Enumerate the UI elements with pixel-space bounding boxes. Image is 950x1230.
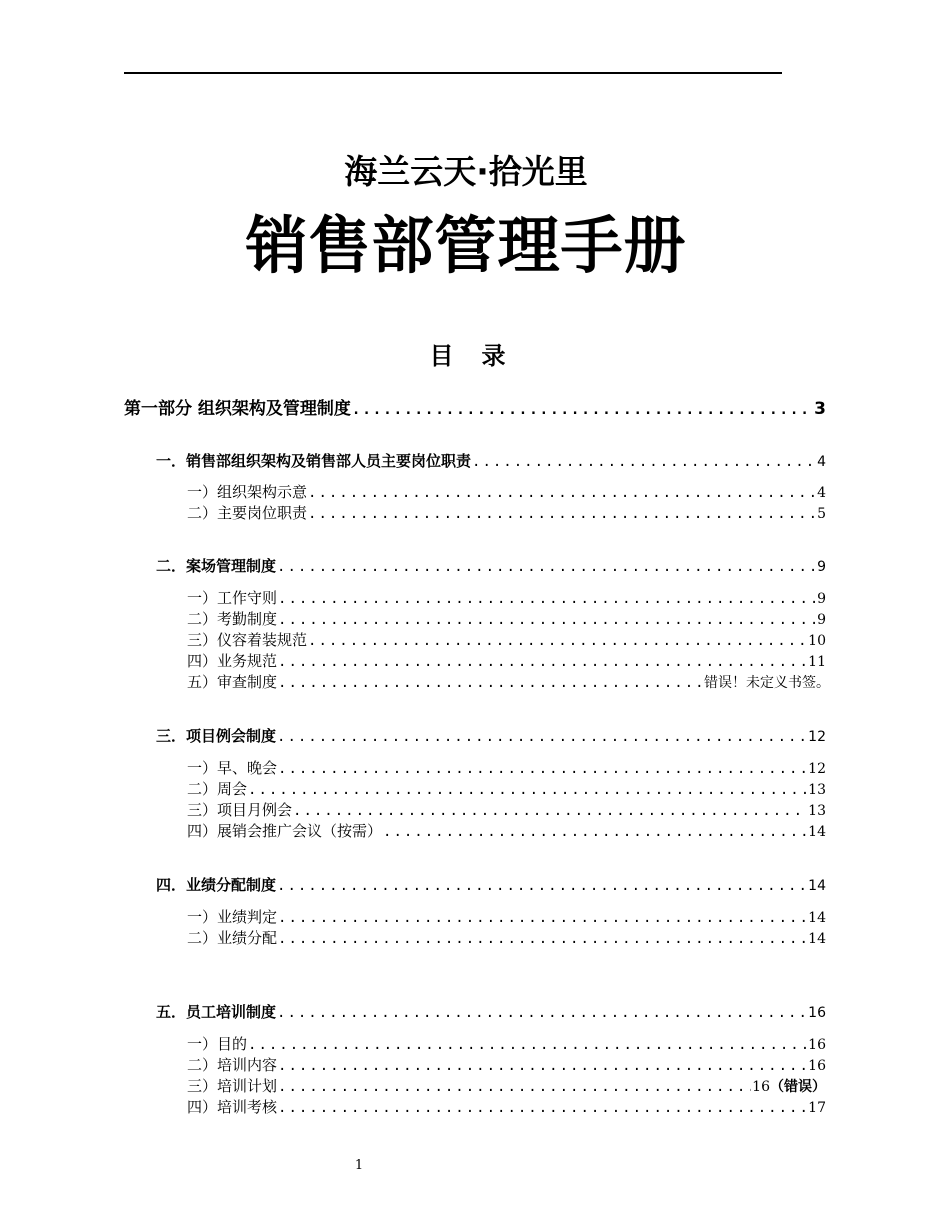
- toc-entry-page: 14: [808, 931, 826, 947]
- toc-entry-page: 16: [752, 1079, 770, 1095]
- toc-entry-page: 9: [817, 559, 826, 575]
- toc-leader: [248, 1037, 807, 1053]
- document-title: 销售部管理手册: [245, 209, 687, 282]
- toc-entry-label: 一）目的: [187, 1035, 248, 1053]
- toc-entry-label: 二）培训内容: [187, 1056, 278, 1074]
- toc-leader: [383, 824, 807, 840]
- toc-leader: [278, 910, 807, 926]
- toc-leader: [278, 591, 816, 607]
- toc-leader: [308, 633, 807, 649]
- toc-heading-char-1: 目: [429, 342, 454, 370]
- toc-leader: [278, 1079, 751, 1095]
- toc-entry-label: 二）周会: [187, 780, 248, 798]
- toc-entry-page: 17: [808, 1100, 826, 1116]
- toc-entry-2-4[interactable]: [187, 650, 826, 671]
- toc-entry-page: 3: [814, 399, 826, 419]
- toc-leader: [278, 675, 703, 691]
- toc-entry-3-2[interactable]: [187, 778, 826, 799]
- toc-entry-label: 四）培训考核: [187, 1098, 278, 1116]
- toc-entry-label: 一）业绩判定: [187, 908, 278, 926]
- toc-entry-page: 4: [817, 485, 826, 501]
- toc-entry-label: 一）工作守则: [187, 589, 278, 607]
- toc-entry-page: 14: [808, 878, 826, 894]
- toc-entry-4-1[interactable]: [187, 906, 826, 927]
- toc-leader: [293, 803, 807, 819]
- toc-entry-label: 二．案场管理制度: [156, 557, 277, 575]
- toc-entry-label: 三）项目月例会: [187, 801, 293, 819]
- toc-entry-2-1[interactable]: [187, 587, 826, 608]
- toc-entry-page: 4: [817, 454, 826, 470]
- toc-entry-page: 10: [808, 633, 826, 649]
- toc-leader: [352, 402, 813, 418]
- toc-entry-label: 四）展销会推广会议（按需）: [187, 822, 383, 840]
- toc-entry-page: 12: [808, 729, 826, 745]
- toc-entry-label: 二）主要岗位职责: [187, 504, 308, 522]
- toc-entry-5-2[interactable]: [187, 1054, 826, 1075]
- toc-leader: [278, 1058, 807, 1074]
- toc-entry-5-1[interactable]: [187, 1033, 826, 1054]
- toc-entry-2-2[interactable]: [187, 608, 826, 629]
- toc-entry-label: 四．业绩分配制度: [156, 876, 277, 894]
- toc-leader: [278, 654, 807, 670]
- toc-entry-1-2[interactable]: [187, 502, 826, 523]
- toc-entry-page: 9: [817, 591, 826, 607]
- toc-entry-2-5[interactable]: [187, 671, 830, 692]
- toc-entry-page: 14: [808, 910, 826, 926]
- toc-entry-section-4[interactable]: [156, 874, 826, 895]
- toc-leader: [278, 761, 807, 777]
- toc-entry-label: 五）审查制度: [187, 673, 278, 691]
- toc-leader: [277, 729, 807, 745]
- toc-entry-1-1[interactable]: [187, 481, 826, 502]
- toc-entry-page-error: （错误）: [770, 1079, 826, 1095]
- toc-entry-page: 16: [808, 1058, 826, 1074]
- toc-entry-section-5[interactable]: [156, 1001, 826, 1022]
- toc-heading-char-2: 录: [481, 342, 506, 370]
- toc-leader: [277, 878, 807, 894]
- page-number: 1: [354, 1158, 364, 1173]
- toc-leader: [472, 454, 816, 470]
- toc-entry-5-4[interactable]: [187, 1096, 826, 1117]
- toc-entry-page: 12: [808, 761, 826, 777]
- toc-entry-label: 三．项目例会制度: [156, 727, 277, 745]
- toc-entry-label: 一．销售部组织架构及销售部人员主要岗位职责: [156, 452, 472, 470]
- toc-entry-label: 五．员工培训制度: [156, 1003, 277, 1021]
- toc-leader: [278, 931, 807, 947]
- toc-entry-page: 14: [808, 824, 826, 840]
- toc-leader: [278, 1100, 807, 1116]
- toc-heading: [0, 336, 935, 371]
- toc-entry-3-1[interactable]: [187, 757, 826, 778]
- toc-entry-page: 16: [808, 1005, 826, 1021]
- toc-leader: [278, 612, 816, 628]
- toc-entry-label: 第一部分 组织架构及管理制度: [124, 399, 351, 419]
- toc-entry-label: 三）培训计划: [187, 1077, 278, 1095]
- toc-entry-label: 一）组织架构示意: [187, 483, 308, 501]
- toc-entry-part1[interactable]: [124, 394, 826, 419]
- toc-leader: [308, 485, 816, 501]
- toc-entry-label: 一）早、晚会: [187, 759, 278, 777]
- document-subtitle: 海兰云天·拾光里: [344, 152, 588, 191]
- toc-entry-page-error: 错误！未定义书签。: [704, 675, 830, 691]
- toc-entry-4-2[interactable]: [187, 927, 826, 948]
- toc-entry-label: 二）考勤制度: [187, 610, 278, 628]
- toc-entry-section-3[interactable]: [156, 725, 826, 746]
- toc-entry-label: 三）仪容着装规范: [187, 631, 308, 649]
- toc-leader: [277, 559, 816, 575]
- toc-entry-3-3[interactable]: [187, 799, 826, 820]
- toc-entry-section-1[interactable]: [156, 450, 826, 471]
- toc-entry-5-3[interactable]: [187, 1075, 826, 1096]
- toc-entry-page: 13: [808, 782, 826, 798]
- toc-entry-page: 11: [808, 654, 826, 670]
- toc-entry-page: 13: [808, 803, 826, 819]
- toc-entry-label: 二）业绩分配: [187, 929, 278, 947]
- toc-entry-2-3[interactable]: [187, 629, 826, 650]
- toc-leader: [248, 782, 807, 798]
- top-rule: [124, 72, 782, 74]
- toc-leader: [308, 506, 816, 522]
- toc-entry-section-2[interactable]: [156, 555, 826, 576]
- toc-entry-page: 16: [808, 1037, 826, 1053]
- toc-entry-label: 四）业务规范: [187, 652, 278, 670]
- toc-entry-3-4[interactable]: [187, 820, 826, 841]
- toc-entry-page: 9: [817, 612, 826, 628]
- toc-entry-page: 5: [817, 506, 826, 522]
- toc-leader: [277, 1005, 807, 1021]
